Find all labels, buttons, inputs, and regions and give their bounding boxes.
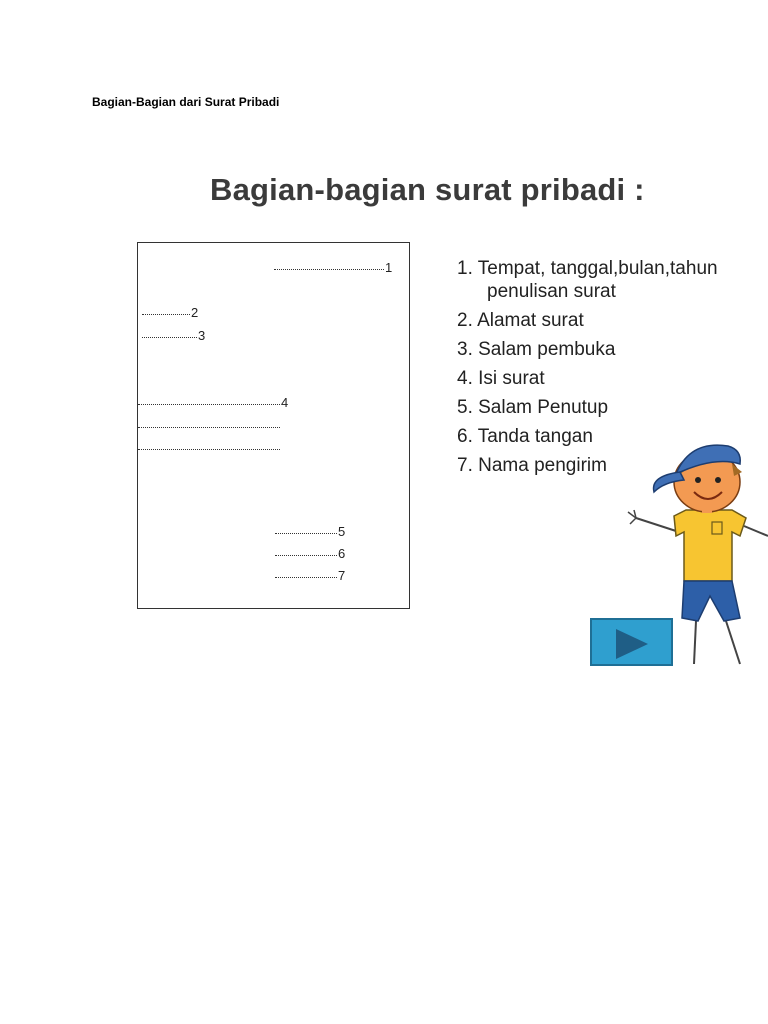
list-item: 7. Nama pengirim [457,455,607,476]
list-item: 1. Tempat, tanggal,bulan,tahun [457,258,718,279]
marker-3: 3 [142,328,205,343]
play-triangle-icon [592,620,675,668]
marker-5: 5 [275,524,345,539]
list-item-continuation: penulisan surat [487,281,616,302]
body-line-2 [138,418,281,433]
list-item: 3. Salam pembuka [457,339,616,360]
marker-7: 7 [275,568,345,583]
marker-4: 4 [138,395,288,410]
list-item: 2. Alamat surat [457,310,584,331]
body-line-3 [138,440,281,455]
list-item: 5. Salam Penutup [457,397,609,418]
list-item: 6. Tanda tangan [457,426,593,447]
marker-2: 2 [142,305,198,320]
marker-6: 6 [275,546,345,561]
list-item: 4. Isi surat [457,368,545,389]
document-title: Bagian-Bagian dari Surat Pribadi [92,95,280,109]
next-button[interactable] [590,618,673,666]
slide-title: Bagian-bagian surat pribadi : [210,172,645,207]
marker-1: 1 [274,260,392,275]
